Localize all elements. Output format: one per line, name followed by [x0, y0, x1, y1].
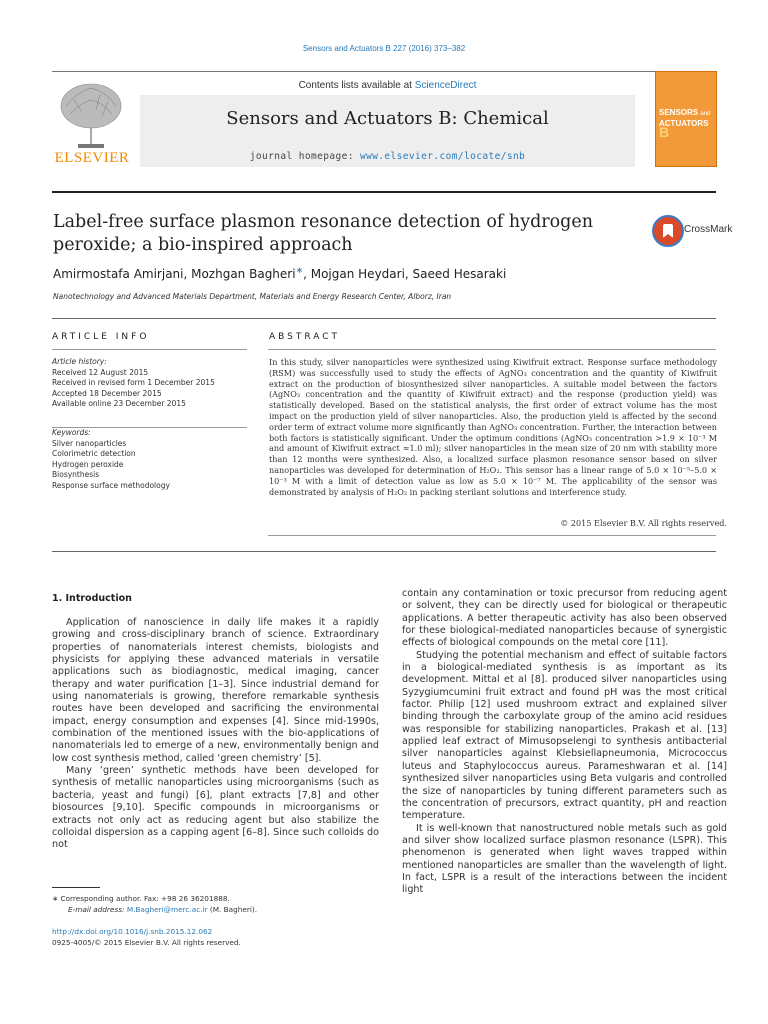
body-paragraph: Application of nanoscience in daily life makes it a rapidly growing and cross-disciplinary branch of science. Extraordinary properties of nanomaterials interest chemists, biologists and physicists for applying these advanced materials in versatile applications such as biodiagnostic, medical imaging, cancer therapy and water purification [1–3]. Since industrial demand for using nanomaterials is growing, therefore remarkable synthesis routes have been developed and sacrificing the environmental impact, energy consumption and expenses [4]. Since mid-1990s, combination of the mentioned issues with the bio-applications of nanomaterials led to emerge of a new, environmentally benign and low cost synthesis method, called ‘green chemistry’ [5]. — [52, 617, 379, 764]
keyword-item[interactable]: Colorimetric detection — [52, 449, 136, 459]
body-paragraph: contain any contamination or toxic precursor from reducing agent or solvent, they can be directly used for biological or therapeutic applications. A better therapeutic activity has also been observed for these biological-mediated nanoparticles because of synergistic effects of biological compounds on the metal core [11]. — [402, 588, 727, 649]
journal-title: Sensors and Actuators B: Chemical — [226, 108, 549, 129]
history-item: Received in revised form 1 December 2015 — [52, 378, 215, 388]
header-bottom-rule — [52, 191, 716, 193]
cover-title-sensors: SENSORS — [659, 108, 699, 117]
cover-title-actuators: ACTUATORS — [659, 119, 709, 128]
body-paragraph: Many ‘green’ synthetic methods have been developed for synthesis of metallic nanoparticles using microorganisms (such as bacteria, yeast and fungi) [6], plant extracts [7,8] and other biosources [9,10]. Specific compounds in microorganisms or extracts not only act as reducing agent but also stabilize the colloidal dispersion as a capping agent [6–8]. Since such colloids do not — [52, 765, 379, 851]
abstract-bottom-rule — [268, 535, 716, 536]
homepage-link[interactable]: www.elsevier.com/locate/snb — [359, 151, 526, 162]
section-heading-introduction: 1. Introduction — [52, 593, 132, 604]
keyword-item[interactable]: Silver nanoparticles — [52, 438, 127, 448]
journal-homepage-line — [140, 151, 635, 162]
homepage-prefix: journal homepage: — [249, 151, 360, 162]
authors-first[interactable]: Amirmostafa Amirjani, Mozhgan Bagheri — [53, 267, 296, 281]
article-info-heading: ARTICLE INFO — [52, 332, 150, 342]
history-label: Article history: — [52, 357, 107, 366]
header-top-rule — [52, 71, 716, 72]
corresponding-author-mark[interactable]: ∗ — [295, 266, 304, 276]
contents-prefix: Contents lists available at — [298, 80, 415, 91]
footnote-corresponding — [52, 893, 379, 915]
issn-copyright: 0925-4005/© 2015 Elsevier B.V. All rights reserved. — [52, 938, 241, 947]
corresponding-author-note: ∗ Corresponding author. Fax: +98 26 36201888. — [52, 894, 230, 903]
abstract-text: In this study, silver nanoparticles were synthesized using Kiwifruit extract. Response surface methodology (RSM) was successfully used to study the effects of AgNO₃ concentration and the quantity of Kiwifruit extract on the production of biosynthesized silver nanoparticles. A suitable model between the factors (AgNO₃ concentration and the quantity of Kiwifruit extract) and the response (production yield) was statistically developed. Based on the statistical analysis, the first order of extract volume has the most impact on the production yield of silver nanoparticles. Also, the production yield is affected by the second order term of extract volume more significantly than AgNO₃ concentration. Further, the interaction between both factors is statistically significant. Under the optimum conditions (AgNO₃ concentration >1.9 × 10⁻³ M and amount of Kiwifruit extract ≈1.0 ml); silver nanoparticles in the mean size of 20 nm with stability more than 12 months were synthesized. Also, a localized surface plasmon resonance sensor based on silver nanoparticles was developed for determination of H₂O₂. This sensor has a linear range of 5.0 × 10⁻⁵–5.0 × 10⁻³ M with a limit of detection value as low as 5.0 × 10⁻⁷ M. The applicability of the sensor was demonstrated by analysis of H₂O₂ in packing sterilant solutions and interference study. — [269, 357, 717, 497]
elsevier-wordmark: ELSEVIER — [54, 150, 130, 166]
authors-rest[interactable]: , Mojgan Heydari, Saeed Hesaraki — [303, 267, 507, 281]
keyword-item[interactable]: Hydrogen peroxide — [52, 459, 124, 469]
article-title: Label-free surface plasmon resonance detection of hydrogen peroxide; a bio-inspired approach — [53, 212, 594, 255]
crossmark-label[interactable]: CrossMark — [684, 224, 733, 235]
keywords-block — [52, 428, 252, 492]
email-suffix: (M. Bagheri). — [207, 905, 258, 914]
keyword-item[interactable]: Biosynthesis — [52, 470, 100, 480]
cover-title-b: B — [659, 124, 670, 140]
keyword-item[interactable]: Response surface methodology — [52, 480, 170, 490]
abstract-rule — [268, 349, 716, 350]
journal-cover-thumbnail[interactable] — [655, 71, 717, 167]
doi-link[interactable]: http://dx.doi.org/10.1016/j.snb.2015.12.062 — [52, 927, 213, 936]
journal-reference[interactable]: Sensors and Actuators B 227 (2016) 373–382 — [302, 44, 466, 53]
keywords-label: Keywords: — [52, 428, 91, 437]
history-item: Accepted 18 December 2015 — [52, 388, 162, 398]
abstract-copyright: © 2015 Elsevier B.V. All rights reserved. — [560, 518, 727, 528]
body-paragraph: Studying the potential mechanism and effect of suitable factors in a biological-mediated synthesis is as important as its development. Mittal et al [8]. produced silver nanoparticles using Syzygiumcumini fruit extract and found pH was the most critical factor. Philip [12] used mushroom extract and explained silver binding through the carboxylate group of the amino acid residues was responsible for stabilizing nanoparticles. Prakash et al. [13] applied leaf extract of Mimusopselengi to synthesis antibacterial silver nanoparticles against Klebsiellapneumonia, Micrococcus luteus and Staphylococcus aureus. Parameshwaran et al. [14] synthesized silver nanoparticles using Beta vulgaris and controlled the size of nanoparticles by tuning different parameters such as the concentration of precursors, extract quantity, pH and reaction temperature. — [402, 649, 727, 822]
crossmark-icon[interactable] — [652, 215, 684, 247]
author-list — [53, 266, 653, 281]
article-info-rule — [52, 349, 247, 350]
body-top-rule — [52, 551, 716, 552]
doi-block — [52, 926, 379, 948]
contents-line — [140, 80, 635, 91]
footnote-rule — [52, 887, 100, 888]
article-history — [52, 357, 252, 410]
affiliation: Nanotechnology and Advanced Materials Department, Materials and Energy Research Center, Alborz, Iran — [53, 292, 452, 301]
cover-title-and: and — [700, 111, 711, 117]
article-info-top-rule — [52, 318, 716, 319]
body-column-left — [52, 617, 379, 852]
sciencedirect-link[interactable]: ScienceDirect — [414, 80, 477, 91]
email-line — [52, 904, 379, 915]
email-label: E-mail address: — [68, 905, 127, 914]
body-column-right — [402, 588, 727, 897]
history-item: Received 12 August 2015 — [52, 367, 149, 377]
body-paragraph: It is well-known that nanostructured noble metals such as gold and silver show localized surface plasmon resonance (LSPR). This phenomenon is generated when light waves trapped within mentioned nanoparticles are smaller than the wavelength of light. In fact, LSPR is a result of the interactions between the incident light — [402, 822, 727, 896]
history-item: Available online 23 December 2015 — [52, 399, 186, 409]
abstract-heading: ABSTRACT — [269, 332, 341, 342]
email-link[interactable]: M.Bagheri@merc.ac.ir — [126, 905, 208, 914]
